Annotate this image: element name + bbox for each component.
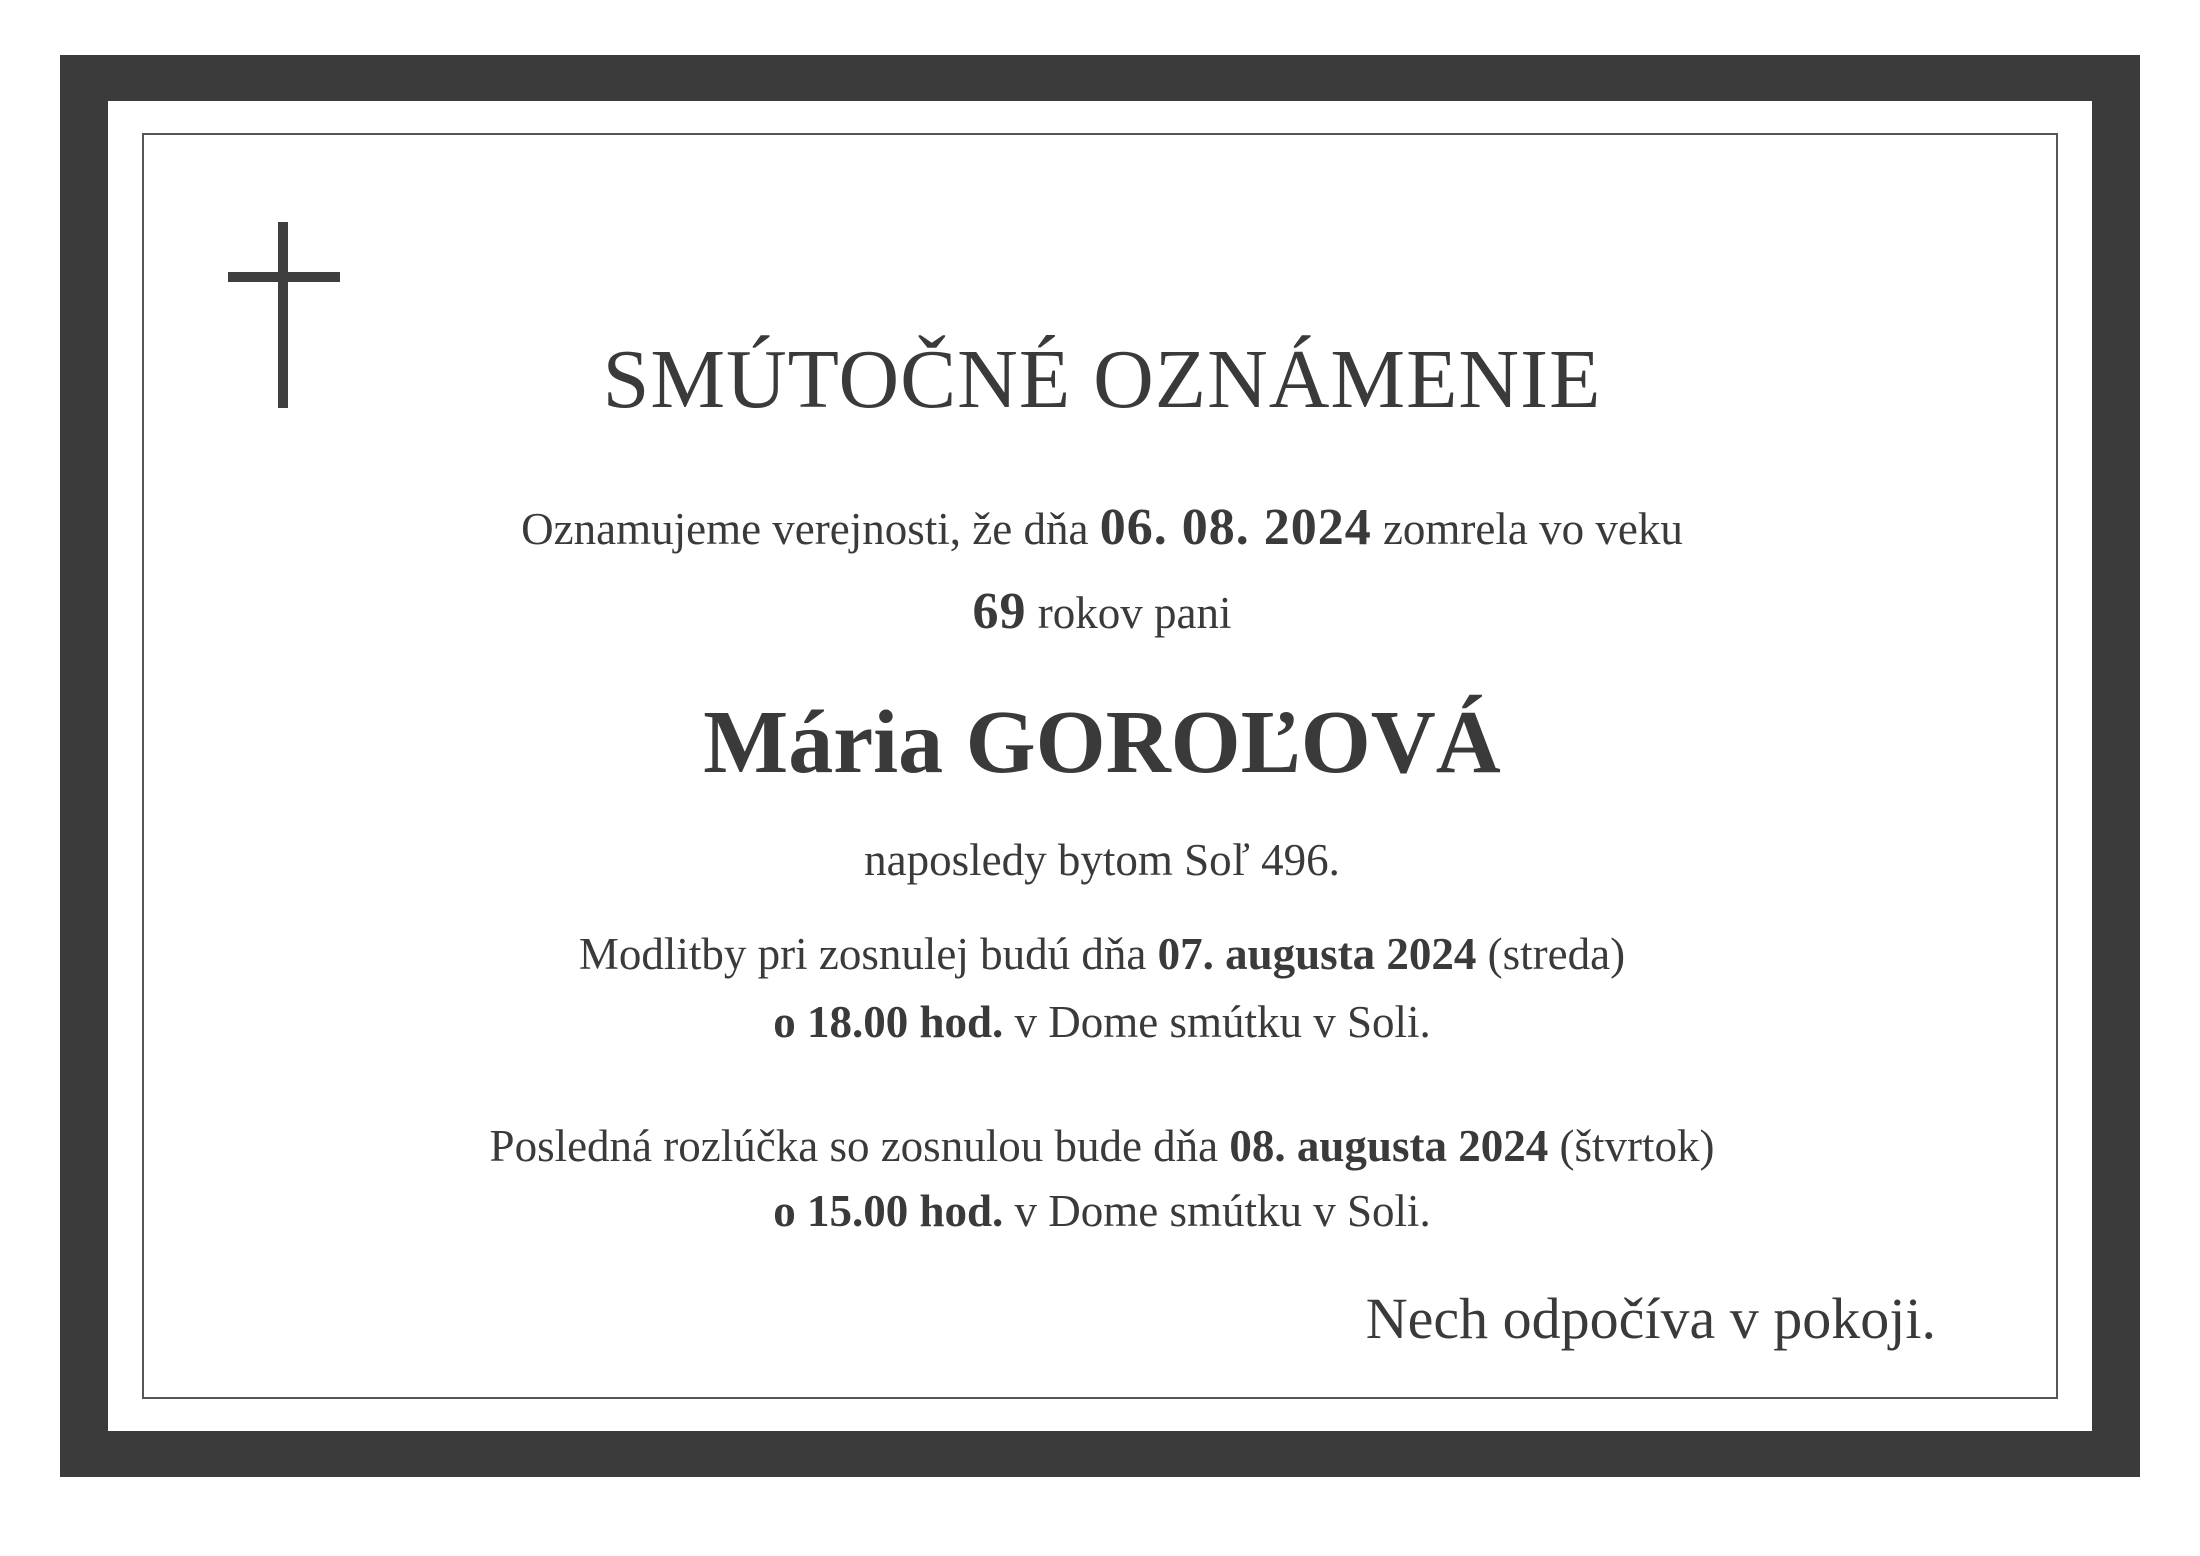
prayers-date: 07. augusta 2024: [1157, 929, 1477, 979]
prayers-line: [144, 928, 2060, 980]
age-line: [144, 582, 2060, 641]
residence-number: 496: [1261, 835, 1329, 885]
notice-title: SMÚTOČNÉ OZNÁMENIE: [602, 333, 1602, 426]
farewell-line: [144, 1120, 2060, 1172]
farewell-prefix: Posledná rozlúčka so zosnulou bude dňa: [489, 1121, 1230, 1171]
age-suffix: rokov pani: [1026, 588, 1232, 638]
closing-blessing: Nech odpočíva v pokoji.: [1365, 1286, 1936, 1351]
prayers-place: v Dome smútku v Soli.: [1003, 997, 1431, 1047]
residence-prefix: naposledy bytom Soľ: [864, 835, 1262, 885]
mourning-frame: [60, 55, 2140, 1477]
residence-suffix: .: [1328, 835, 1340, 885]
announcement-prefix: Oznamujeme verejnosti, že dňa: [521, 504, 1100, 554]
farewell-date: 08. augusta 2024: [1229, 1121, 1549, 1171]
prayers-time-line: [144, 996, 2060, 1048]
notice-inner-border: [142, 133, 2058, 1399]
residence-line: [144, 834, 2060, 886]
farewell-time-line: [144, 1185, 2060, 1237]
notice-paper: [108, 101, 2092, 1431]
deceased-name: Mária GOROĽOVÁ: [703, 693, 1501, 792]
prayers-day: (streda): [1476, 929, 1626, 979]
announcement-suffix: zomrela vo veku: [1371, 504, 1683, 554]
age-value: 69: [972, 583, 1027, 640]
prayers-prefix: Modlitby pri zosnulej budú dňa: [578, 929, 1158, 979]
death-date: 06. 08. 2024: [1099, 499, 1372, 556]
farewell-day: (štvrtok): [1548, 1121, 1715, 1171]
prayers-time: o 18.00 hod.: [773, 997, 1004, 1047]
farewell-time: o 15.00 hod.: [773, 1186, 1004, 1236]
death-announcement-line: [144, 498, 2060, 557]
farewell-place: v Dome smútku v Soli.: [1003, 1186, 1431, 1236]
